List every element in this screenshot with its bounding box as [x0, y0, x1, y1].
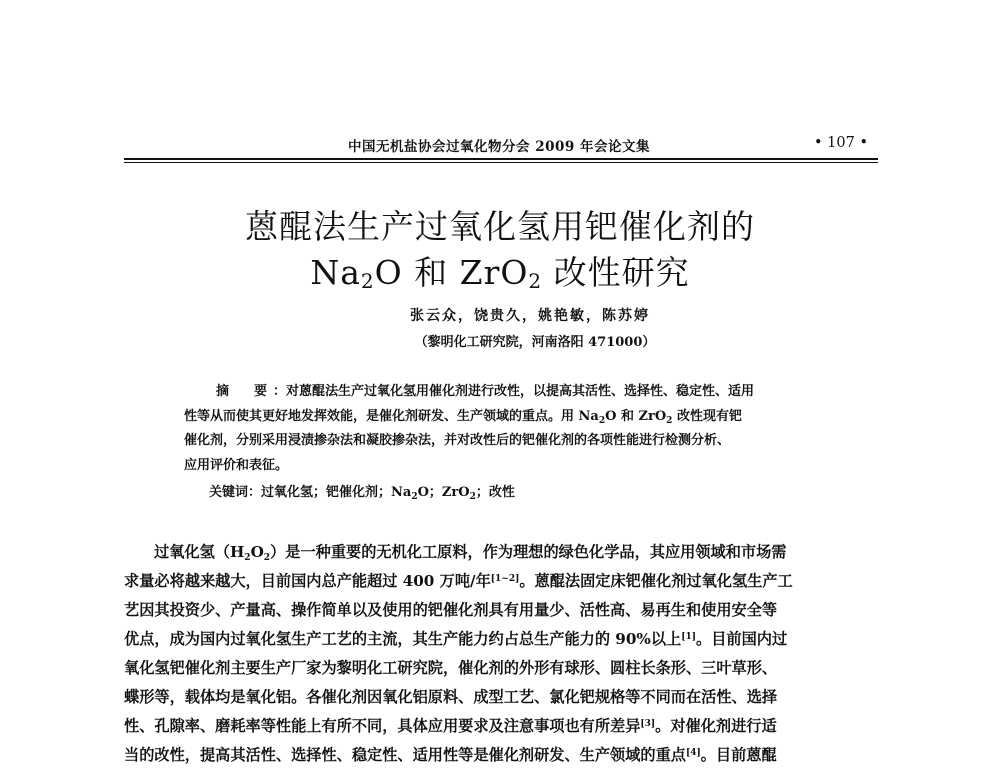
- authors: 张云众，饶贵久，姚艳敏，陈苏婷: [410, 308, 650, 324]
- body-line: 蝶形等，载体均是氧化铝。各催化剂因氧化铝原料、成型工艺、氯化钯规格等不同而在活性、选择: [124, 688, 778, 706]
- body-line: 过氧化氢$(H_2O_2)$是一种重要的无机化工原料，作为理想的绿色化学品，其应用领域和市场需: [154, 543, 787, 563]
- body-line: 艺因其投资少、产量高、操作简单以及使用的钯催化剂具有用量少、活性高、易再生和使用安全等: [124, 601, 778, 619]
- running-header: [124, 135, 878, 157]
- body-paragraph: [124, 538, 884, 770]
- body-line: 求量必将越来越大，目前国内总产能超过 400 万吨/年[1~2]。蒽醌法固定床钯催化剂过氧化氢生产工: [124, 572, 793, 590]
- body-line: 氧化氢钯催化剂主要生产厂家为黎明化工研究院，催化剂的外形有球形、圆柱长条形、三叶草形、: [124, 659, 778, 677]
- abstract: [184, 380, 834, 506]
- abstract-line: 摘 要：对蒽醌法生产过氧化氢用催化剂进行改性，以提高其活性、选择性、稳定性、适用: [216, 384, 755, 399]
- affiliation: （黎明化工研究院，河南洛阳 471000）: [414, 335, 656, 350]
- citation: [1]: [681, 632, 697, 642]
- header-rule-thick: [124, 158, 878, 160]
- citation: [4]: [685, 748, 701, 758]
- paper-title-line-2: $Na_2O$ 和 ZrO$_2$ 改性研究: [310, 253, 690, 293]
- body-line: 优点，成为国内过氧化氢生产工艺的主流，其生产能力约占总生产能力的 90%以上[1]。目前国内过: [124, 630, 788, 648]
- keywords-label: 关键词: [209, 485, 249, 500]
- journal-title: 中国无机盐协会过氧化物分会 2009 年会论文集: [348, 139, 650, 155]
- body-line: 性、孔隙率、磨耗率等性能上有所不同，具体应用要求及注意事项也有所差异[3]。对催化剂进行适: [124, 717, 777, 735]
- citation: [1~2]: [490, 574, 520, 584]
- abstract-label: 摘 要: [216, 384, 274, 399]
- citation: [3]: [640, 719, 656, 729]
- page-number: • 107 •: [814, 135, 868, 151]
- abstract-line: 催化剂，分别采用浸渍掺杂法和凝胶掺杂法，并对改性后的钯催化剂的各项性能进行检测分析、: [184, 433, 731, 448]
- abstract-line: 应用评价和表征。: [184, 457, 289, 473]
- body-line: 当的改性，提高其活性、选择性、稳定性、适用性等是催化剂研发、生产领域的重点[4]。目前蒽醌: [124, 746, 777, 764]
- header-rule-thin: [124, 162, 878, 163]
- keywords: 关键词：过氧化氢；钯催化剂；$Na_2O$；ZrO$_2$；改性: [209, 485, 515, 502]
- paper-title-line-1: 蒽醌法生产过氧化氢用钯催化剂的: [245, 207, 755, 246]
- abstract-line: 性等从而使其更好地发挥效能，是催化剂研发、生产领域的重点。用 $Na_2O$ 和 ZrO$_2$ 改性现有钯: [184, 408, 742, 426]
